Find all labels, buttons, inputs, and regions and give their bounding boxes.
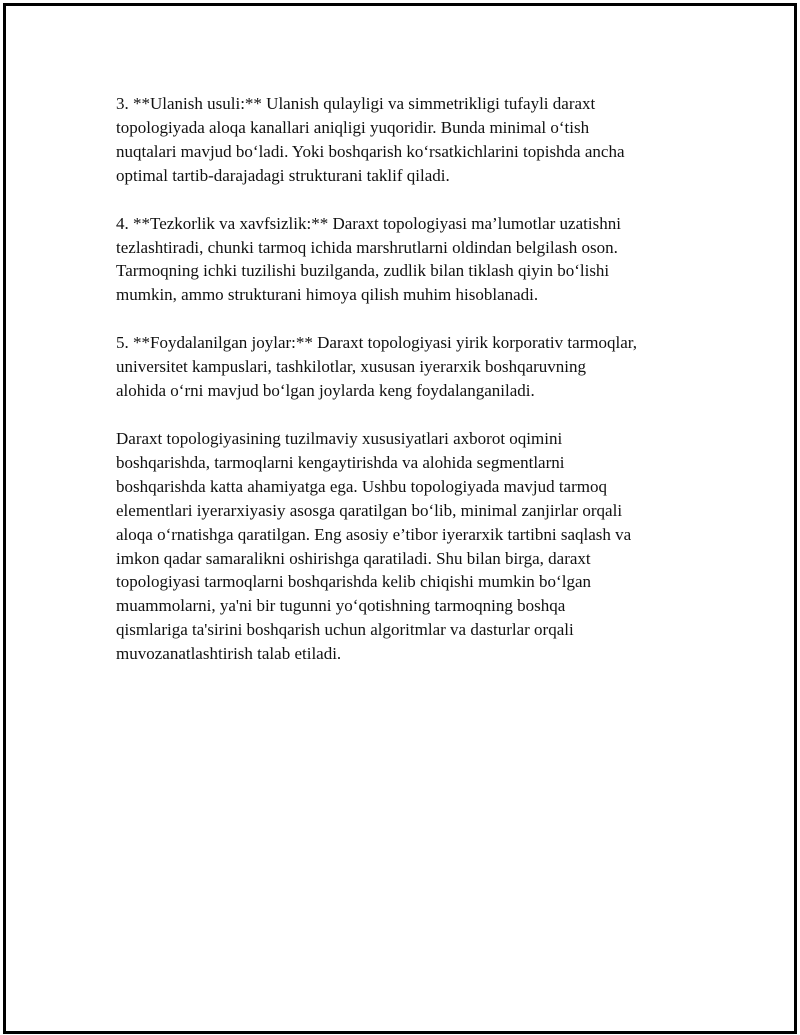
paragraph-ulanish-usuli: 3. **Ulanish usuli:** Ulanish qulayligi va simmetrikligi tufayli daraxt topologiyada aloqa kanallari aniqligi yuqoridir. Bunda minimal o‘tish nuqtalari mavjud bo‘ladi. Yoki boshqarish ko‘rsatkichlarini topishda ancha optimal tartib-darajadagi strukturani taklif qiladi. [116, 94, 625, 185]
paragraph-summary: Daraxt topologiyasining tuzilmaviy xususiyatlari axborot oqimini boshqarishda, tarmoqlarni kengaytirishda va alohida segmentlarni boshqarishda katta ahamiyatga ega. Ushbu topologiyada mavjud tarmoq elementlari iyerarxiyasiy asosga qaratilgan bo‘lib, minimal zanjirlar orqali aloqa o‘rnatishga qaratilgan. Eng asosiy e’tibor iyerarxik tartibni saqlash va imkon qadar samaralikni oshirishga qaratiladi. Shu bilan birga, daraxt topologiyasi tarmoqlarni boshqarishda kelib chiqishi mumkin bo‘lgan muammolarni, ya'ni bir tugunni yo‘qotishning tarmoqning boshqa qismlariga ta'sirini boshqarish uchun algoritmlar va dasturlar orqali muvozanatlashtirish talab etiladi. [116, 428, 632, 664]
paragraph-foydalanilgan-joylar: 5. **Foydalanilgan joylar:** Daraxt topologiyasi yirik korporativ tarmoqlar, universitet kampuslari, tashkilotlar, xususan iyerarxik boshqaruvning alohida o‘rni mavjud bo‘lgan joylarda keng foydalanganiladi. [116, 333, 638, 401]
paragraph-tezkorlik-xavfsizlik: 4. **Tezkorlik va xavfsizlik:** Daraxt topologiyasi ma’lumotlar uzatishni tezlashtiradi, chunki tarmoq ichida marshrutlarni oldindan belgilash oson. Tarmoqning ichki tuzilishi buzilganda, zudlik bilan tiklash qiyin bo‘lishi mumkin, ammo strukturani himoya qilish muhim hisoblanadi. [116, 213, 621, 305]
document-body [116, 92, 696, 690]
